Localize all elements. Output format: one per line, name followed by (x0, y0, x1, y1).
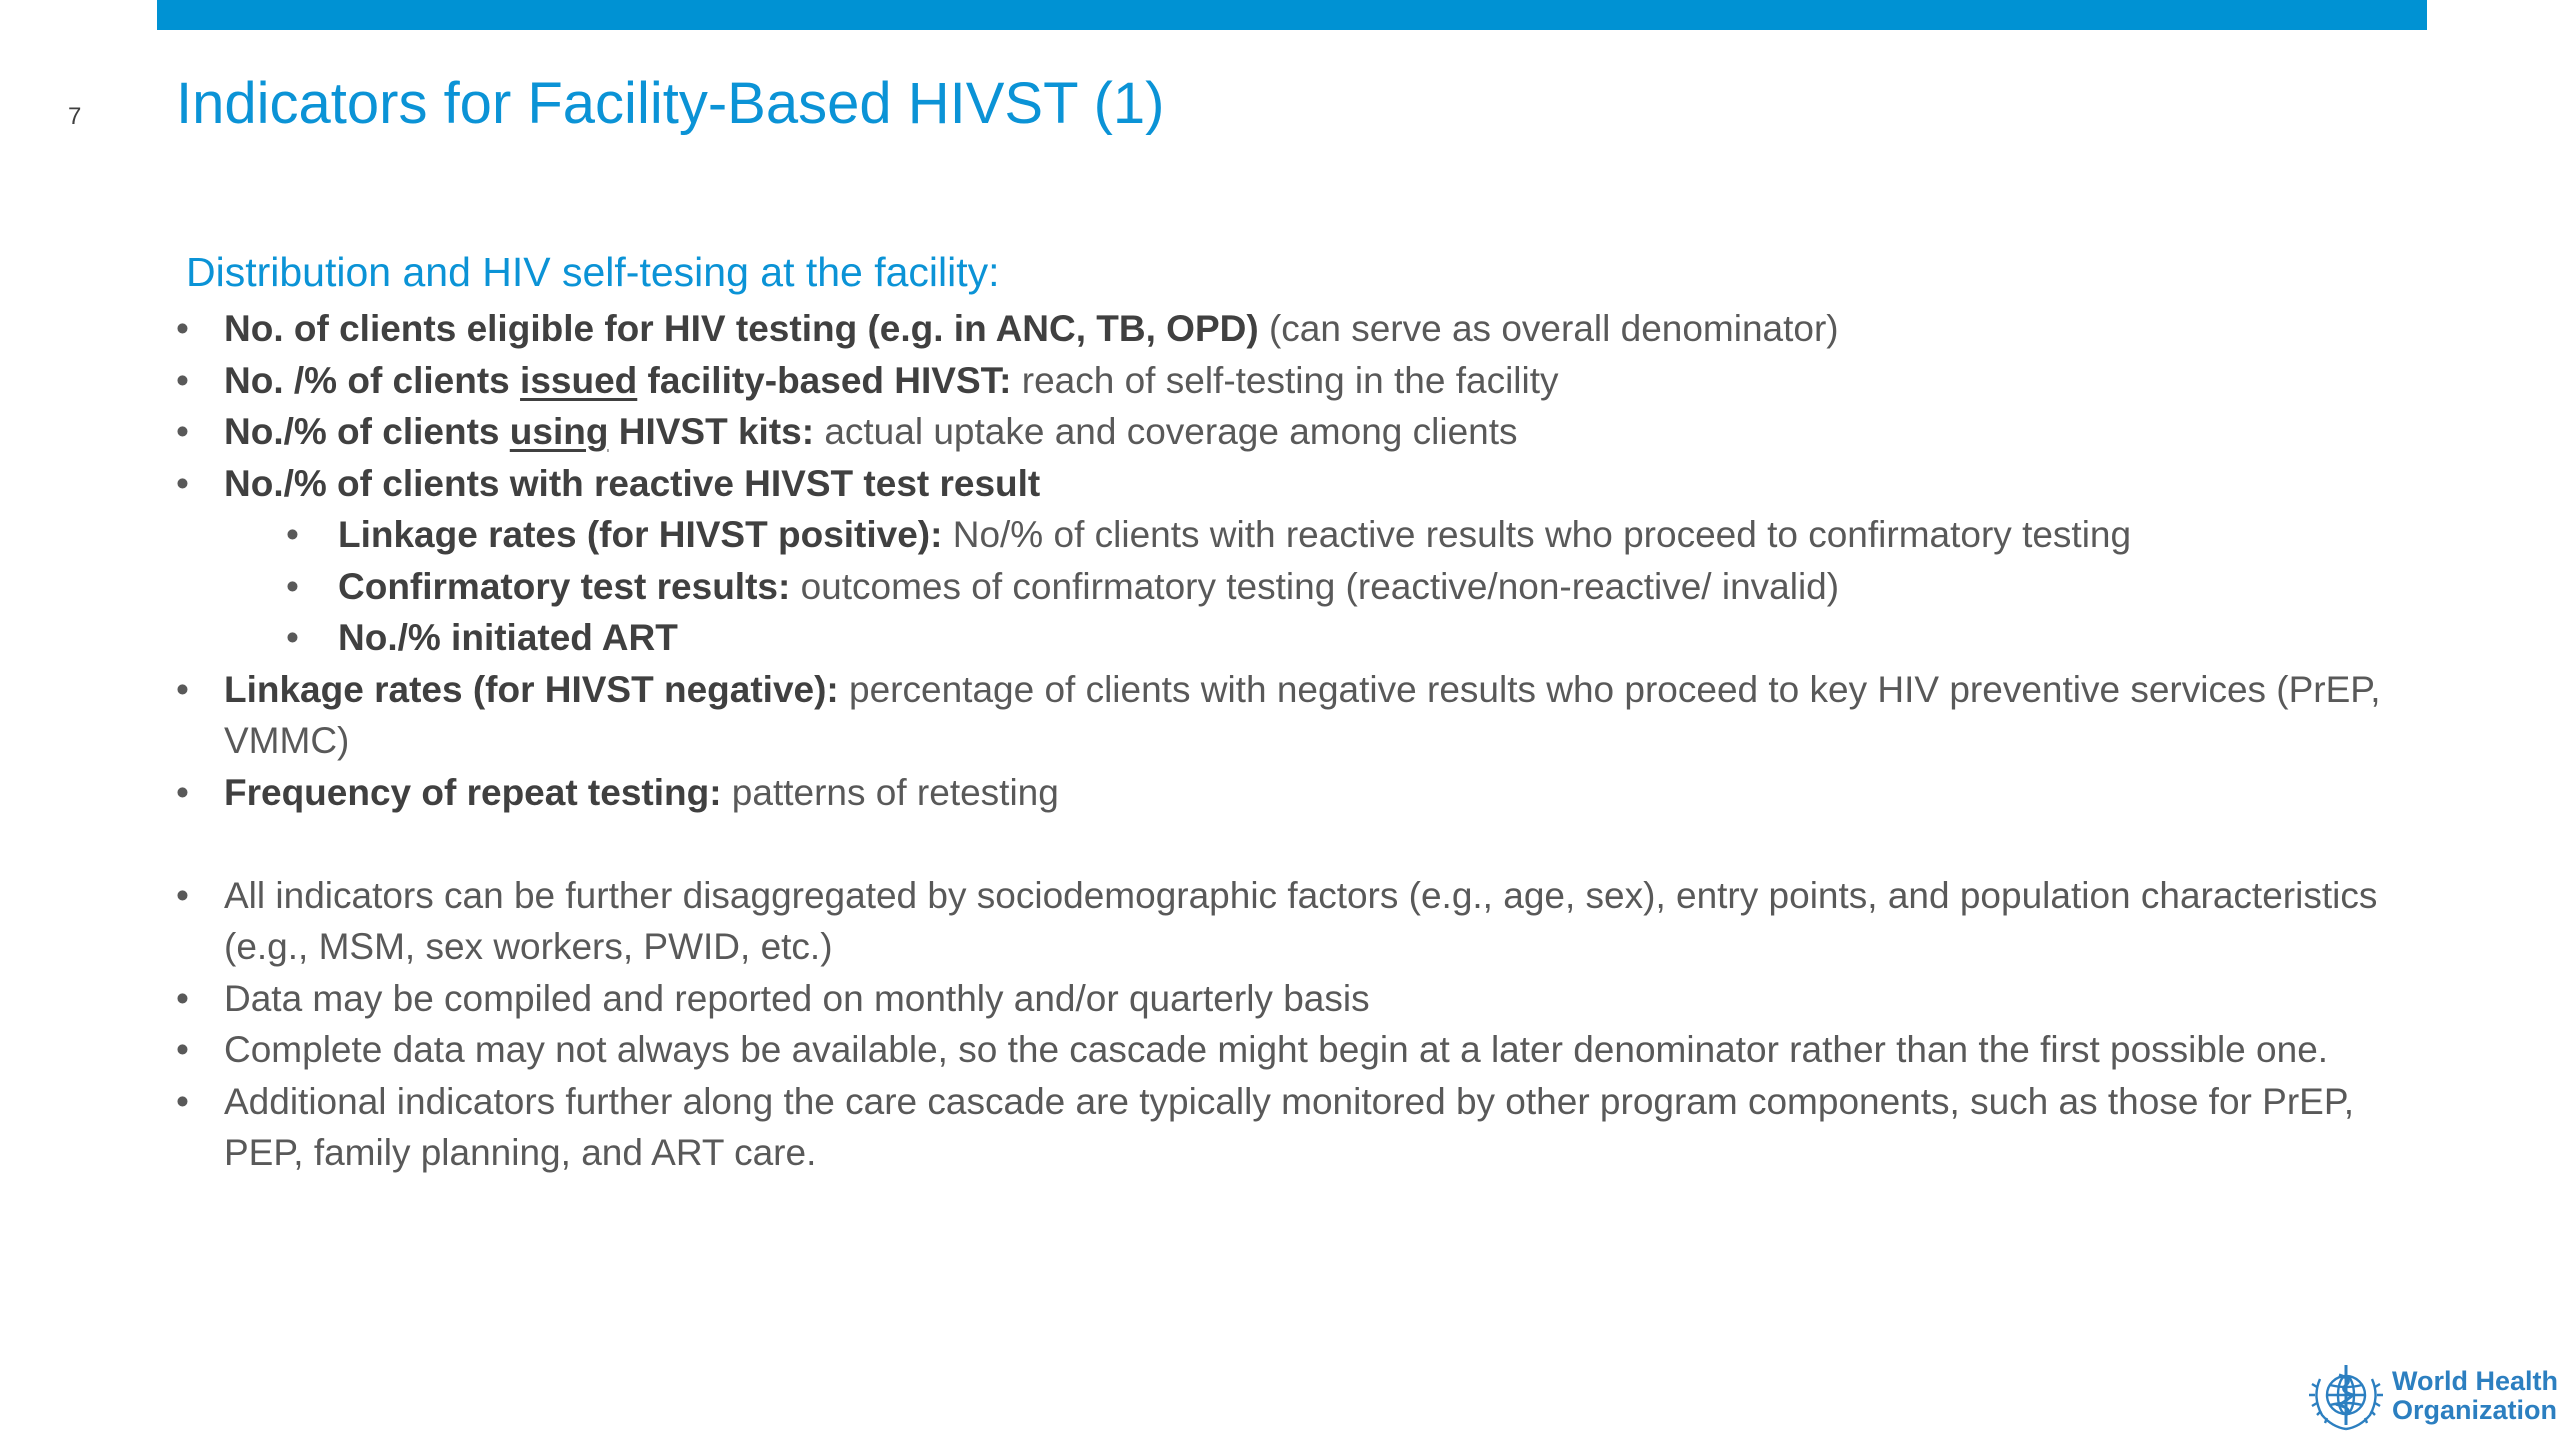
note-item: • Complete data may not always be available, so the cascade might begin at a later denominator rather than the first possible one. (176, 1024, 2416, 1076)
list-item (176, 458, 2416, 510)
sub-list-item (284, 612, 2416, 664)
bullet-bold: Linkage rates (for HIVST positive): (338, 514, 943, 555)
who-wordmark-line2: Organization (2392, 1395, 2558, 1425)
list-item (176, 303, 2416, 355)
bullet-bold: HIVST kits: (608, 411, 815, 452)
bullet-bold: No. /% of clients (224, 359, 521, 401)
note-item: • Additional indicators further along the care cascade are typically monitored by other program components, such as those for PrEP, PEP, family planning, and ART care. (176, 1076, 2416, 1179)
list-item (176, 355, 2416, 407)
bullet-bold: Confirmatory test results: (338, 565, 791, 607)
who-wordmark-line1: World Health (2392, 1366, 2559, 1396)
slide-content (176, 303, 2416, 1179)
note-item: • All indicators can be further disaggregated by sociodemographic factors (e.g., age, sex), entry points, and population characteristics (e.g., MSM, sex workers, PWID, etc.) (176, 870, 2416, 973)
bullet-text: outcomes of confirmatory testing (reactive/non-reactive/ invalid) (790, 565, 1840, 607)
who-wordmark (2392, 1367, 2558, 1425)
bullet-bold-underlined: issued (520, 359, 638, 401)
bullet-text: (can serve as overall denominator) (1258, 308, 1839, 349)
indicator-list (176, 303, 2416, 1179)
who-logo (2306, 1357, 2559, 1437)
bullet-bold: No./% initiated ART (338, 617, 678, 658)
slide-number: 7 (68, 103, 82, 130)
list-item (176, 767, 2416, 819)
bullet-text: patterns of retesting (721, 771, 1059, 813)
bullet-bold-underlined: using (509, 411, 609, 452)
bullet-bold: No. of clients eligible for HIV testing (e.g. in ANC, TB, OPD) (224, 308, 1259, 349)
who-emblem-icon (2306, 1361, 2386, 1433)
bullet-bold: No./% of clients (224, 411, 510, 452)
section-heading: Distribution and HIV self-tesing at the facility: (186, 249, 1000, 295)
bullet-text: actual uptake and coverage among clients (814, 411, 1518, 452)
note-item: • Data may be compiled and reported on monthly and/or quarterly basis (176, 973, 2416, 1025)
bullet-bold: facility-based HIVST: (637, 359, 1012, 401)
bullet-text: No/% of clients with reactive results who proceed to confirmatory testing (942, 514, 2132, 555)
top-accent-bar (157, 0, 2427, 30)
slide-title: Indicators for Facility-Based HIVST (1) (176, 71, 1165, 136)
bullet-bold: No./% of clients with reactive HIVST test result (224, 462, 1041, 504)
bullet-bold: Frequency of repeat testing: (224, 771, 722, 813)
bullet-text: percentage of clients with negative results who proceed to key HIV preventive services (PrEP, VMMC) (224, 668, 2381, 761)
sub-list-item (284, 561, 2416, 613)
list-item (176, 664, 2416, 767)
list-item (176, 406, 2416, 458)
bullet-text: reach of self-testing in the facility (1011, 359, 1559, 401)
sub-list-item (284, 509, 2416, 561)
bullet-bold: Linkage rates (for HIVST negative): (224, 668, 839, 710)
